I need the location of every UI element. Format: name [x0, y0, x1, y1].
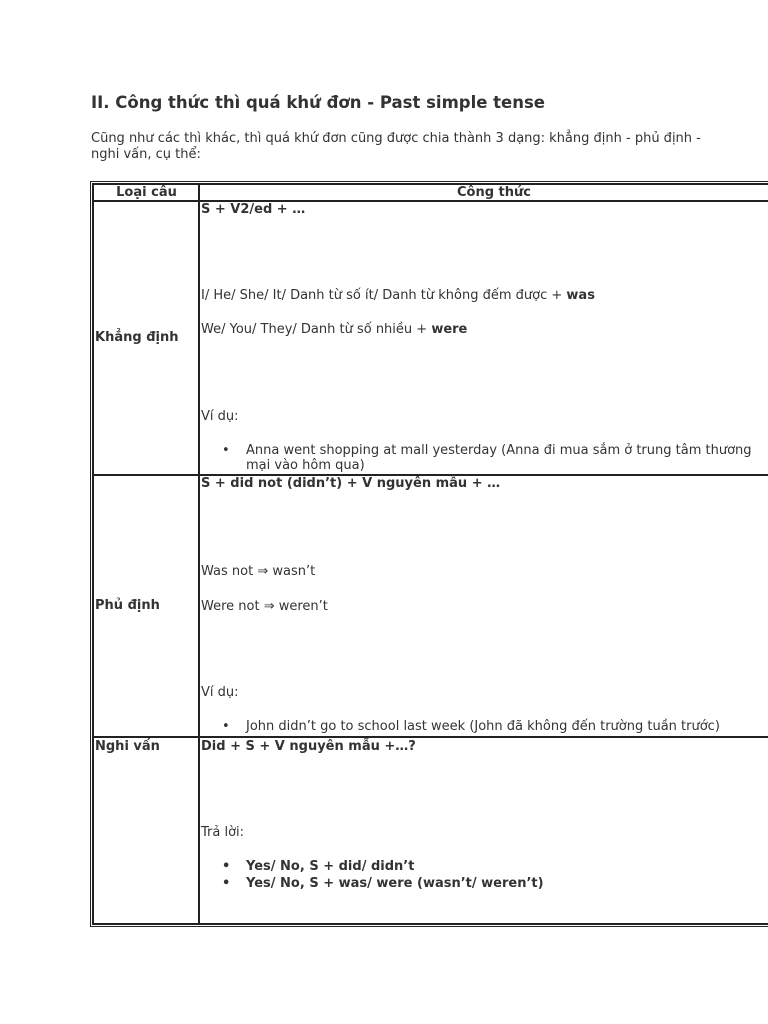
rule-were-bold: were: [431, 322, 468, 338]
list-item: [201, 443, 752, 473]
example-negative: John didn’t go to school last week (John đã không đến trường tuần trước): [246, 719, 720, 735]
rule-was-text: I/ He/ She/ It/ Danh từ số ít/ Danh từ không đếm được +: [201, 288, 567, 304]
rule-were-text: We/ You/ They/ Danh từ số nhiều +: [201, 322, 432, 338]
formula-interrogative: Did + S + V nguyên mẫu +…?: [201, 738, 416, 754]
table-row-negative: [93, 475, 768, 736]
example-affirmative-line2: mại vào hôm qua): [246, 458, 365, 474]
rule-was: [201, 288, 595, 304]
formula-table: [92, 183, 768, 925]
answer-did: Yes/ No, S + did/ didn’t: [246, 858, 415, 874]
contraction-was: Was not ⇒ wasn’t: [201, 564, 316, 580]
contraction-were: Were not ⇒ weren’t: [201, 599, 328, 615]
formula-affirmative: S + V2/ed + …: [201, 202, 306, 218]
intro-paragraph: Cũng như các thì khác, thì quá khứ đơn cũng được chia thành 3 dạng: khẳng định - phủ định - nghi vấn, cụ thể:: [91, 131, 701, 162]
formula-negative: S + did not (didn’t) + V nguyên mẫu + …: [201, 476, 501, 492]
rule-were: [201, 322, 467, 338]
header-formula: Công thức: [199, 184, 768, 201]
example-list-affirmative: [201, 443, 752, 473]
row-formula-interrogative: [199, 737, 768, 924]
list-item: [201, 719, 720, 734]
answer-label: Trả lời:: [201, 824, 245, 840]
table-row-affirmative: [93, 201, 768, 475]
header-sentence-type: Loại câu: [93, 184, 199, 201]
answer-was: Yes/ No, S + was/ were (wasn’t/ weren’t): [246, 875, 544, 891]
row-formula-affirmative: [199, 201, 768, 475]
list-item: [201, 876, 544, 891]
example-list-negative: [201, 719, 720, 734]
formula-table-frame: [90, 181, 768, 927]
example-label-affirmative: Ví dụ:: [201, 409, 239, 425]
row-type-affirmative: Khẳng định: [93, 201, 199, 475]
list-item: [201, 859, 544, 874]
example-affirmative-line1: Anna went shopping at mall yesterday (Anna đi mua sắm ở trung tâm thương: [246, 443, 752, 459]
rule-was-bold: was: [566, 288, 595, 304]
table-header-row: [93, 184, 768, 201]
page-title: II. Công thức thì quá khứ đơn - Past simple tense: [91, 93, 545, 112]
answer-list: [201, 859, 544, 891]
example-label-negative: Ví dụ:: [201, 685, 239, 701]
row-type-negative: Phủ định: [93, 475, 199, 736]
table-row-interrogative: [93, 737, 768, 924]
row-formula-negative: [199, 475, 768, 736]
row-type-interrogative: Nghi vấn: [93, 737, 199, 924]
